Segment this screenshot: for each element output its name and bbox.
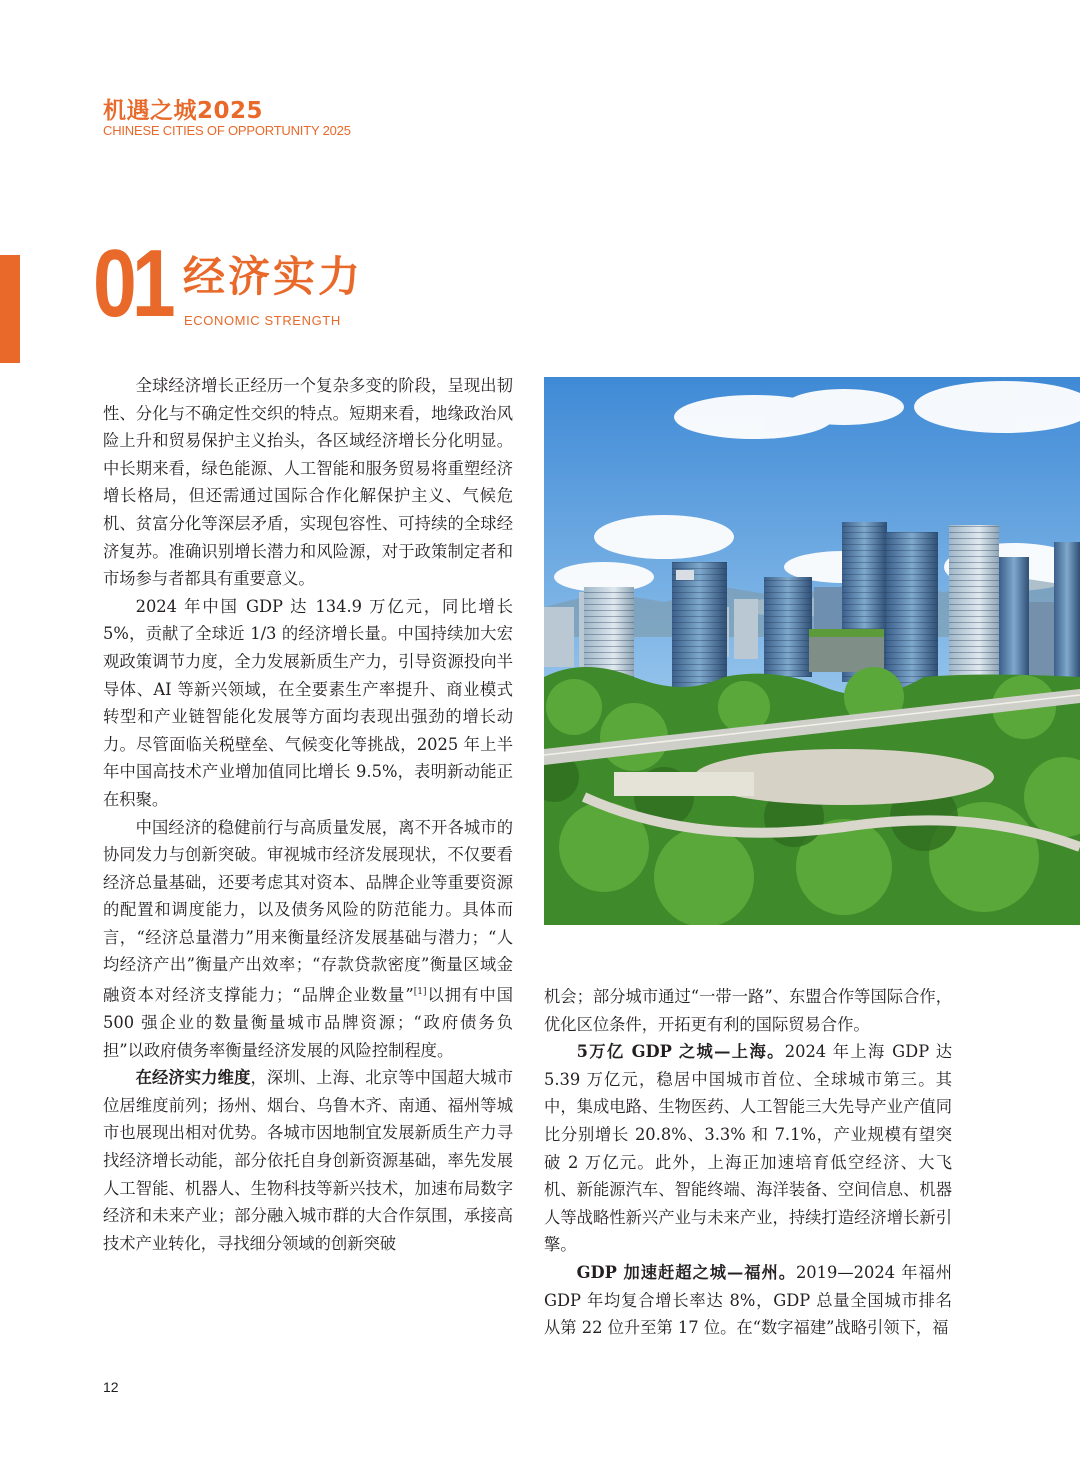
paragraph: 2024 年中国 GDP 达 134.9 万亿元，同比增长 5%，贡献了全球近 1/3 的经济增长量。中国持续加大宏观政策调节力度，全力发展新质生产力，引导资源投向半导体、AI 等新兴领域，在全要素生产率提升、商业模式转型和产业链智能化发展等方面均表现出强劲的增长动力。尽管面临关税壁垒、气候变化等挑战，2025 年上半年中国高技术产业增加值同比增长 9.5%，表明新动能正在积聚。 <box>103 596 513 809</box>
header-title-en: CHINESE CITIES OF OPPORTUNITY 2025 <box>103 123 351 138</box>
paragraph-text: ，深圳、上海、北京等中国超大城市位居维度前列；扬州、烟台、乌鲁木齐、南通、福州等城市也展现出相对优势。各城市因地制宜发展新质生产力寻找经济增长动能，部分依托自身创新资源基础，率先发展人工智能、机器人、生物科技等新兴技术，加速布局数字经济和未来产业；部分融入城市群的大合作氛围，承接高技术产业转化，寻找细分领域的创新突破 <box>103 1068 513 1253</box>
paragraph <box>544 1038 952 1259</box>
side-accent-bar <box>0 255 20 363</box>
footnote-ref[interactable]: [1] <box>413 987 427 998</box>
paragraph: 全球经济增长正经历一个复杂多变的阶段，呈现出韧性、分化与不确定性交织的特点。短期来看，地缘政治风险上升和贸易保护主义抬头，各区域经济增长分化明显。中长期来看，绿色能源、人工智能和服务贸易将重塑经济增长格局，但还需通过国际合作化解保护主义、气候危机、贫富分化等深层矛盾，实现包容性、可持续的全球经济复苏。准确识别增长潜力和风险源，对于政策制定者和市场参与者都具有重要意义。 <box>103 376 513 589</box>
right-column <box>544 983 952 1342</box>
paragraph <box>103 814 513 1065</box>
section-title-en: ECONOMIC STRENGTH <box>184 313 341 328</box>
paragraph <box>544 1259 952 1342</box>
section-number: 01 <box>93 230 171 337</box>
paragraph: 机会；部分城市通过“一带一路”、东盟合作等国际合作，优化区位条件，开拓更有利的国际贸易合作。 <box>544 987 952 1034</box>
city-photo <box>544 377 1080 925</box>
paragraph-lead: 5万亿 GDP 之城—上海。 <box>576 1042 785 1062</box>
page-number: 12 <box>103 1379 119 1395</box>
paragraph-text: 2019—2024 年福州 GDP 年均复合增长率达 8%，GDP 总量全国城市排名从第 22 位升至第 17 位。在“数字福建”战略引领下，福 <box>544 1262 952 1338</box>
paragraph-lead: GDP 加速赶超之城—福州。 <box>576 1262 796 1282</box>
section-title-cn: 经济实力 <box>183 252 364 301</box>
paragraph-lead: 在经济实力维度 <box>135 1068 251 1088</box>
paragraph-text: 2024 年上海 GDP 达 5.39 万亿元，稳居中国城市首位、全球城市第三。其中，集成电路、生物医药、人工智能三大先导产业产值同比分别增长 20.8%、3.3% 和 7.1%，产业规模有望突破 2 万亿元。此外，上海正加速培育低空经济、大飞机、新能源汽车、智能终端、海洋装备、空间信息、机器人等战略性新兴产业与未来产业，持续打造经济增长新引擎。 <box>544 1042 952 1255</box>
paragraph <box>103 1064 513 1257</box>
paragraph-text: 中国经济的稳健前行与高质量发展，离不开各城市的协同发力与创新突破。审视城市经济发展现状，不仅要看经济总量基础，还要考虑其对资本、品牌企业等重要资源的配置和调度能力，以及债务风险的防范能力。具体而言，“经济总量潜力”用来衡量经济发展基础与潜力；“人均经济产出”衡量产出效率；“存款贷款密度”衡量区域金融资本对经济支撑能力；“品牌企业数量” <box>103 817 513 1005</box>
header-title-cn: 机遇之城2025 <box>103 98 264 124</box>
paragraph-text: 以拥有中国 500 强企业的数量衡量城市品牌资源；“政府债务负担”以政府债务率衡量经济发展的风险控制程度。 <box>103 985 513 1060</box>
left-column <box>103 372 513 1257</box>
